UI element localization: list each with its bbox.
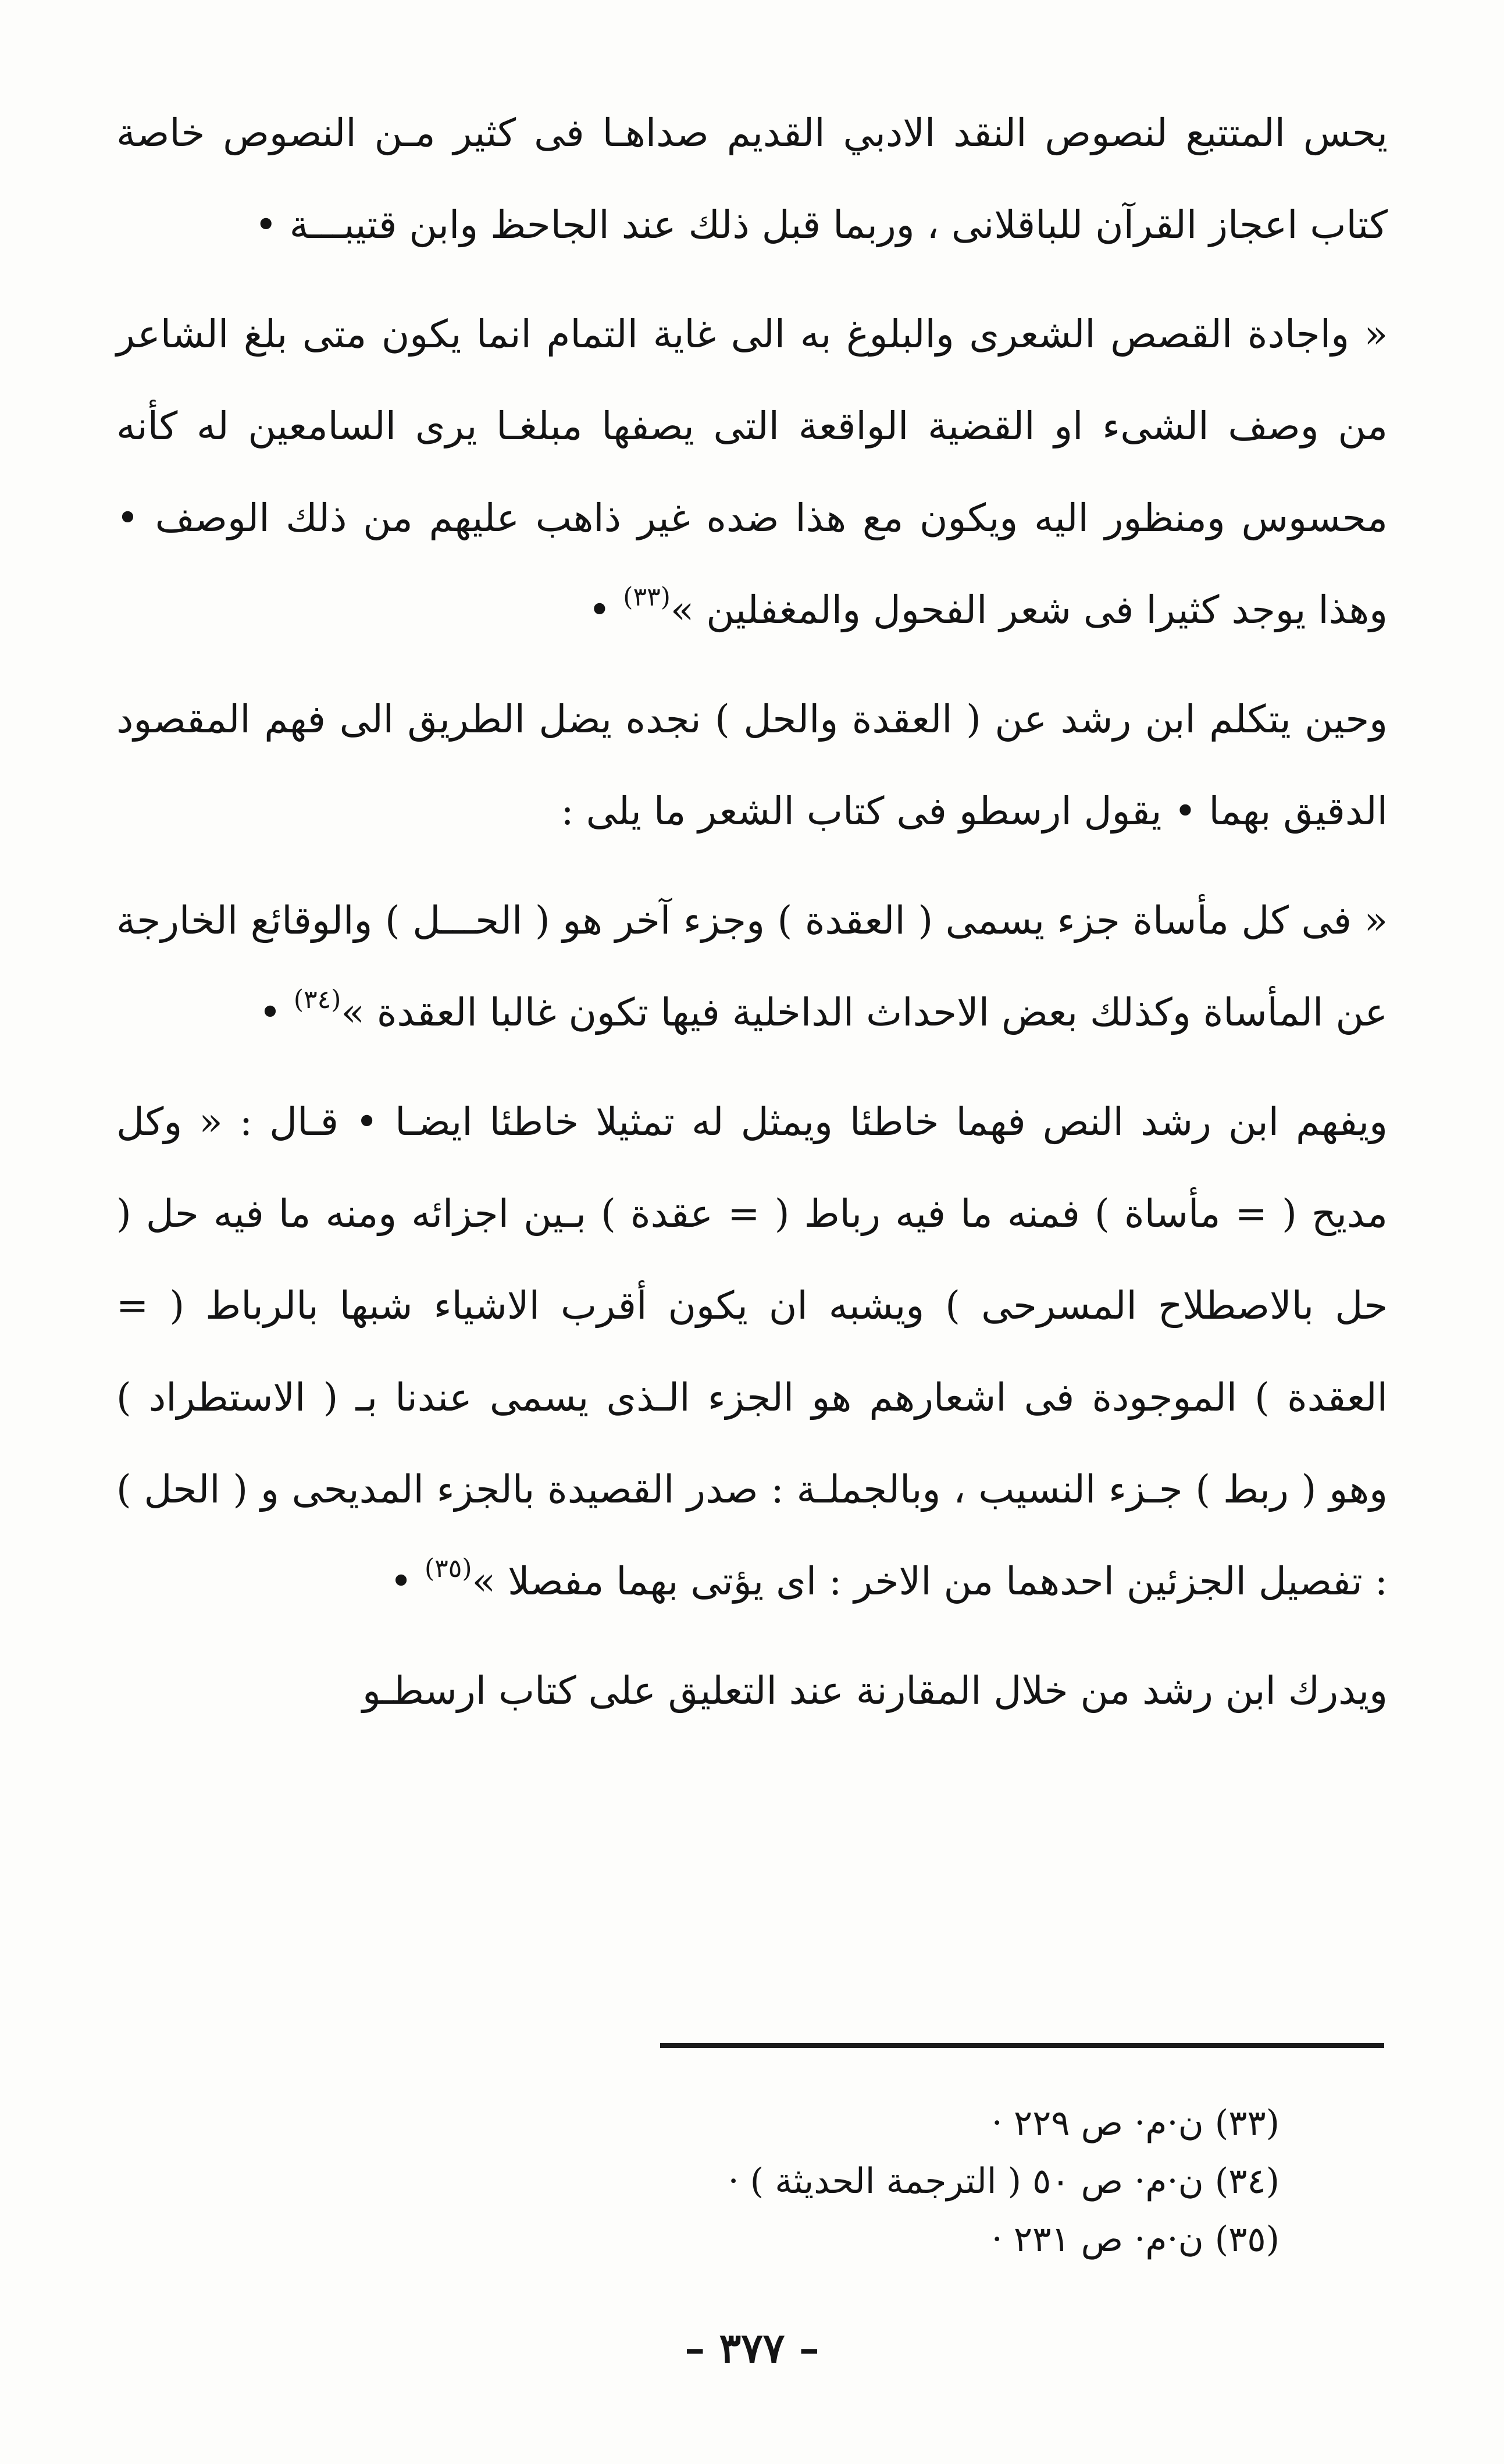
- footnote-reference[interactable]: (٣٥): [424, 1554, 472, 1583]
- footnote-divider: [660, 2043, 1384, 2048]
- footnote-reference[interactable]: (٣٣): [623, 582, 671, 612]
- footnotes-list: [465, 2094, 1280, 2269]
- footnote-item: (٣٤) ن·م· ص ٥٠ ( الترجمة الحديثة ) ·: [728, 2161, 1280, 2202]
- paragraph-text: ويدرك ابن رشد من خلال المقارنة عند التعليق على كتاب ارسطـو: [362, 1668, 1388, 1713]
- page-number: – ٣٧٧ –: [685, 2324, 819, 2372]
- paragraph-text: « واجادة القصص الشعرى والبلوغ به الى غاية التمام انما يكون متى بلغ الشاعر من وصف الشىء او القضية الواقعة التى يصفها مبلغـا يرى السامعين له كأنه محسوس ومنظور اليه ويكون مع هذا ضده غير ذاهب عليهم من ذلك الوصف • وهذا يوجد كثيرا فى شعر الفحول والمغفلين »: [116, 312, 1388, 632]
- paragraph-tail: •: [258, 990, 294, 1035]
- quote-paragraph: [116, 289, 1388, 656]
- paragraph-intro: [116, 87, 1388, 271]
- paragraph-text: ويفهم ابن رشد النص فهما خاطئا ويمثل له تمثيلا خاطئا ايضـا • قـال : « وكل مديح ( = مأساة ) فمنه ما فيه رباط ( = عقدة ) بـين اجزائه ومنه ما فيه حل ( حل بالاصطلاح المسرحى ) ويشبه ان يكون أقرب الاشياء شبها بالرباط ( = العقدة ) الموجودة فى اشعارهم هو الجزء الـذى يسمى عندنا بـ ( الاستطراد ) وهو ( ربط ) جـزء النسيب ، وبالجملـة : صدر القصيدة بالجزء المديحى و ( الحل ) : تفصيل الجزئين احدهما من الاخر : اى يؤتى بهما مفصلا »: [116, 1099, 1388, 1604]
- paragraph-text: يحس المتتبع لنصوص النقد الادبي القديم صداهـا فى كثير مـن النصوص خاصة كتاب اعجاز القرآن للباقلانى ، وربما قبل ذلك عند الجاحظ وابن قتيبـــة •: [116, 111, 1388, 247]
- body-text: [116, 87, 1388, 1737]
- footnote-item: (٣٣) ن·م· ص ٢٢٩ ·: [991, 2103, 1280, 2143]
- footnote-item: (٣٥) ن·م· ص ٢٣١ ·: [991, 2219, 1280, 2260]
- footnote-reference[interactable]: (٣٤): [293, 985, 341, 1014]
- paragraph-text: « فى كل مأساة جزء يسمى ( العقدة ) وجزء آخر هو ( الحـــل ) والوقائع الخارجة عن المأساة وكذلك بعض الاحداث الداخلية فيها تكون غالبا العقدة »: [116, 898, 1388, 1035]
- paragraph-closing: [116, 1645, 1388, 1737]
- paragraph-text: وحين يتكلم ابن رشد عن ( العقدة والحل ) نجده يضل الطريق الى فهم المقصود الدقيق بهما • يقول ارسطو فى كتاب الشعر ما يلى :: [116, 697, 1388, 834]
- paragraph-tail: •: [588, 587, 623, 632]
- paragraph-misreading: [116, 1076, 1388, 1628]
- quote-paragraph: [116, 875, 1388, 1059]
- paragraph-tail: •: [390, 1559, 425, 1604]
- paragraph-ibn-rushd: [116, 674, 1388, 857]
